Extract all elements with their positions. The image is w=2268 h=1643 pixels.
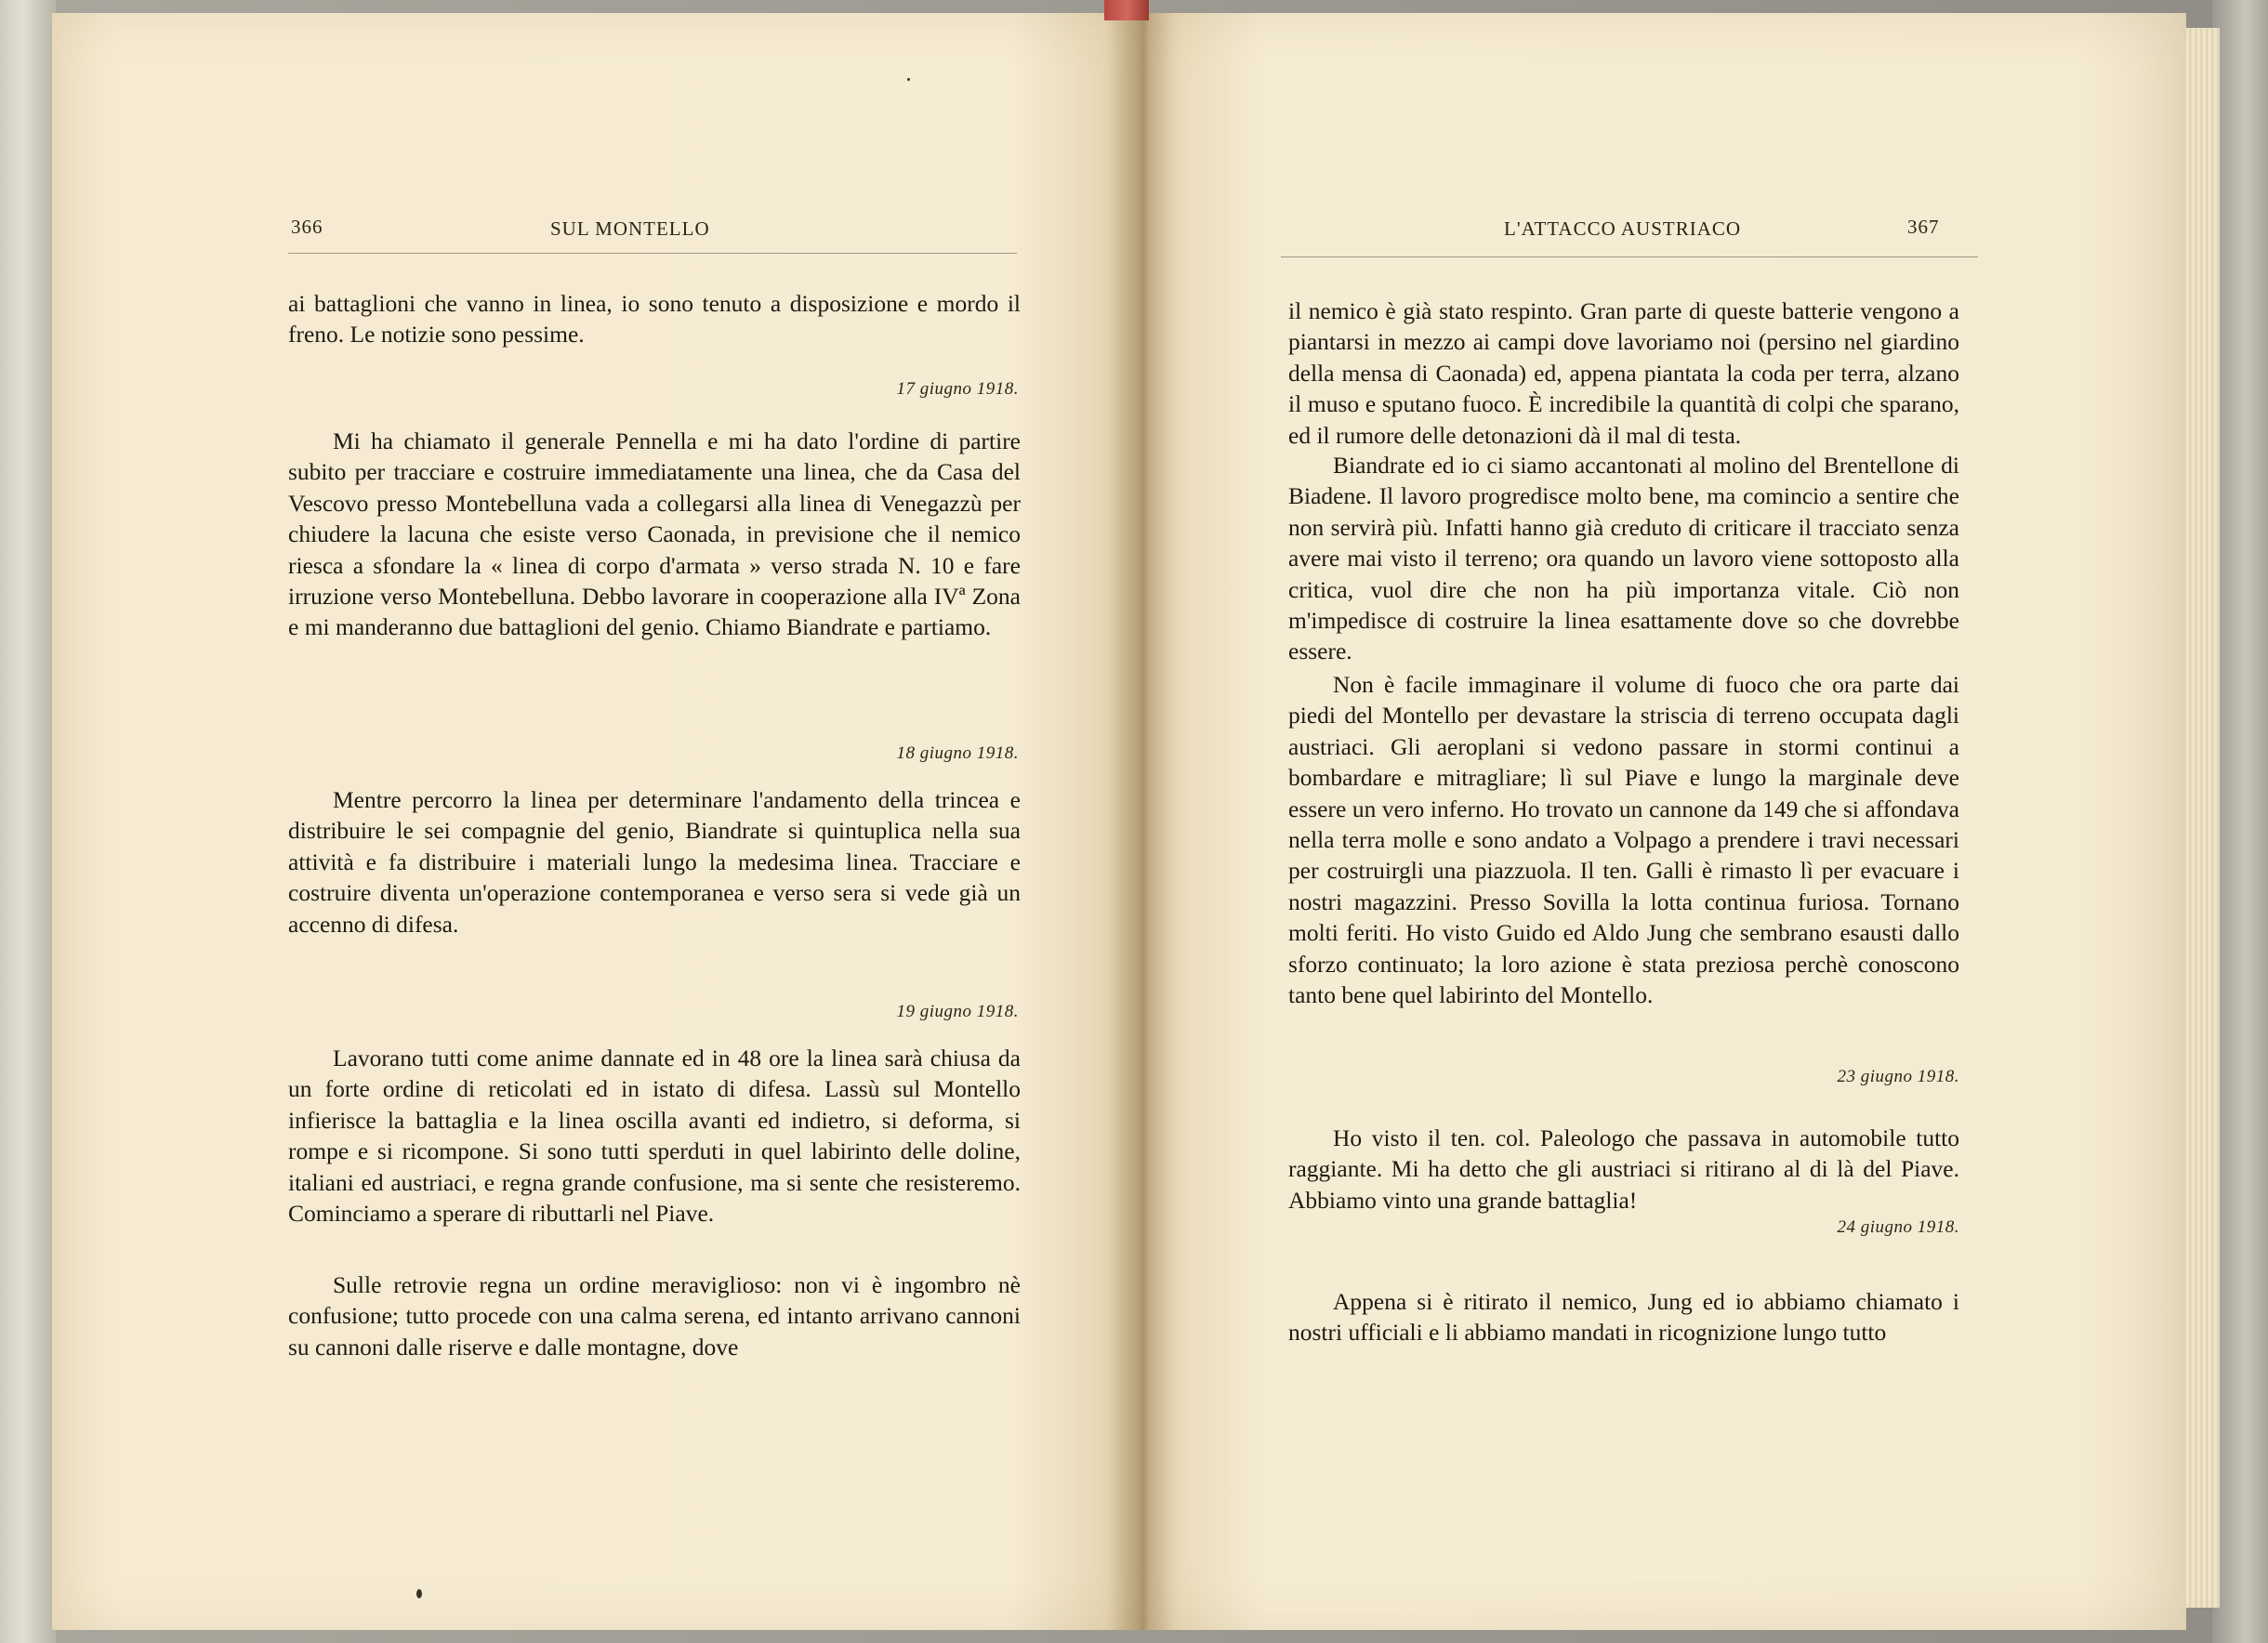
book-cover-left-edge	[0, 0, 56, 1643]
book-cover-right-edge	[2212, 0, 2268, 1643]
right-paragraph-2: Biandrate ed io ci siamo accantonati al molino del Brentellone di Biadene. Il lavoro progredisce molto bene, ma comincio a sentire che non servirà più. Infatti hanno già creduto di criticare il tracciato senza avere mai visto il terreno; ora quando un lavoro viene sottoposto alla critica, vuol dire che non ha più importanza vitale. Ciò non m'impedisce di costruire la linea esattamente dove so che dovrebbe essere.	[1288, 452, 1959, 665]
left-page	[52, 13, 1141, 1630]
left-dateline-2: 18 giugno 1918.	[896, 743, 1019, 763]
right-dateline-1: 23 giugno 1918.	[1837, 1067, 1959, 1086]
right-paragraph-1: il nemico è già stato respinto. Gran parte di queste batterie vengono a piantarsi in mezzo ai campi dove lavoriamo noi (persino nel giardino della mensa di Caonada) ed, appena piantata la coda per terra, alzano il muso e sputano fuoco. È incredibile la quantità di colpi che sparano, ed il rumore delle detonazioni dà il mal di testa.	[1288, 297, 1959, 449]
left-paragraph-1: ai battaglioni che vanno in linea, io sono tenuto a disposizione e mordo il freno. Le notizie sono pessime.	[288, 290, 1021, 348]
right-page	[1141, 13, 2186, 1630]
spine-gutter	[1106, 13, 1180, 1630]
right-paragraph-5: Appena si è ritirato il nemico, Jung ed io abbiamo chiamato i nostri ufficiali e li abbiamo mandati in ricognizione lungo tutto	[1288, 1288, 1959, 1347]
left-dateline-3: 19 giugno 1918.	[896, 1002, 1019, 1021]
bookmark-ribbon	[1104, 0, 1149, 20]
left-paragraph-3: Mentre percorro la linea per determinare l'andamento della trincea e distribuire le sei compagnie del genio, Biandrate si quintuplica nella sua attività e fa distribuire i materiali lungo la medesima linea. Tracciare e costruire diventa un'operazione contemporanea e verso sera si vede già un accenno di difesa.	[288, 786, 1021, 938]
right-running-head: L'ATTACCO AUSTRIACO	[1504, 217, 1742, 240]
right-header-rule	[1281, 256, 1978, 257]
left-paragraph-5: Sulle retrovie regna un ordine meraviglioso: non vi è ingombro nè confusione; tutto procede con una calma serena, ed intanto arrivano cannoni su cannoni dalle riserve e dalle montagne, dove	[288, 1271, 1021, 1360]
right-paragraph-3: Non è facile immaginare il volume di fuoco che ora parte dai piedi del Montello per devastare la striscia di terreno occupata dagli austriaci. Gli aeroplani si vedono passare in stormi continui a bombardare e mitragliare; lì sul Piave e lungo la marginale deve essere un vero inferno. Ho trovato un cannone da 149 che si affondava nella terra molle e sono andato a Volpago a prendere i travi necessari per costruirgli una piazzuola. Il ten. Galli è rimasto lì per evacuare i nostri magazzini. Presso Sovilla la lotta continua furiosa. Tornano molti feriti. Ho visto Guido ed Aldo Jung che sembrano esausti dallo sforzo continuato; la loro azione è stata preziosa perchè conoscono tanto bene quel labirinto del Montello.	[1288, 671, 1959, 1009]
right-paragraph-4: Ho visto il ten. col. Paleologo che passava in automobile tutto raggiante. Mi ha detto che gli austriaci si ritirano al di là del Piave. Abbiamo vinto una grande battaglia!	[1288, 1124, 1959, 1214]
left-dateline-1: 17 giugno 1918.	[896, 379, 1019, 399]
ink-speck	[416, 1589, 422, 1598]
right-page-number: 367	[1907, 216, 1940, 238]
left-paragraph-4: Lavorano tutti come anime dannate ed in 48 ore la linea sarà chiusa da un forte ordine di reticolati ed in istato di difesa. Lassù sul Montello infierisce la battaglia e la linea oscilla avanti ed indietro, si deforma, si rompe e si ricompone. Si sono tutti sperduti in quel labirinto delle doline, italiani ed austriaci, e regna grande confusione, ma si sente che resisteremo. Cominciamo a sperare di ributtarli nel Piave.	[288, 1045, 1021, 1228]
left-running-head: SUL MONTELLO	[550, 217, 710, 240]
ink-speck	[907, 78, 910, 81]
left-header-rule	[288, 253, 1017, 254]
page-edges	[2186, 28, 2220, 1608]
left-page-number: 366	[291, 216, 323, 238]
right-dateline-2: 24 giugno 1918.	[1837, 1217, 1959, 1237]
left-paragraph-2: Mi ha chiamato il generale Pennella e mi ha dato l'ordine di partire subito per tracciare e costruire immediatamente una linea, che da Casa del Vescovo presso Montebelluna vada a collegarsi alla linea di Venegazzù per chiudere la lacuna che esiste verso Caonada, in previsione che il nemico riesca a sfondare la « linea di corpo d'armata » verso strada N. 10 e fare irruzione verso Montebelluna. Debbo lavorare in cooperazione alla IVª Zona e mi manderanno due battaglioni del genio. Chiamo Biandrate e partiamo.	[288, 427, 1021, 641]
